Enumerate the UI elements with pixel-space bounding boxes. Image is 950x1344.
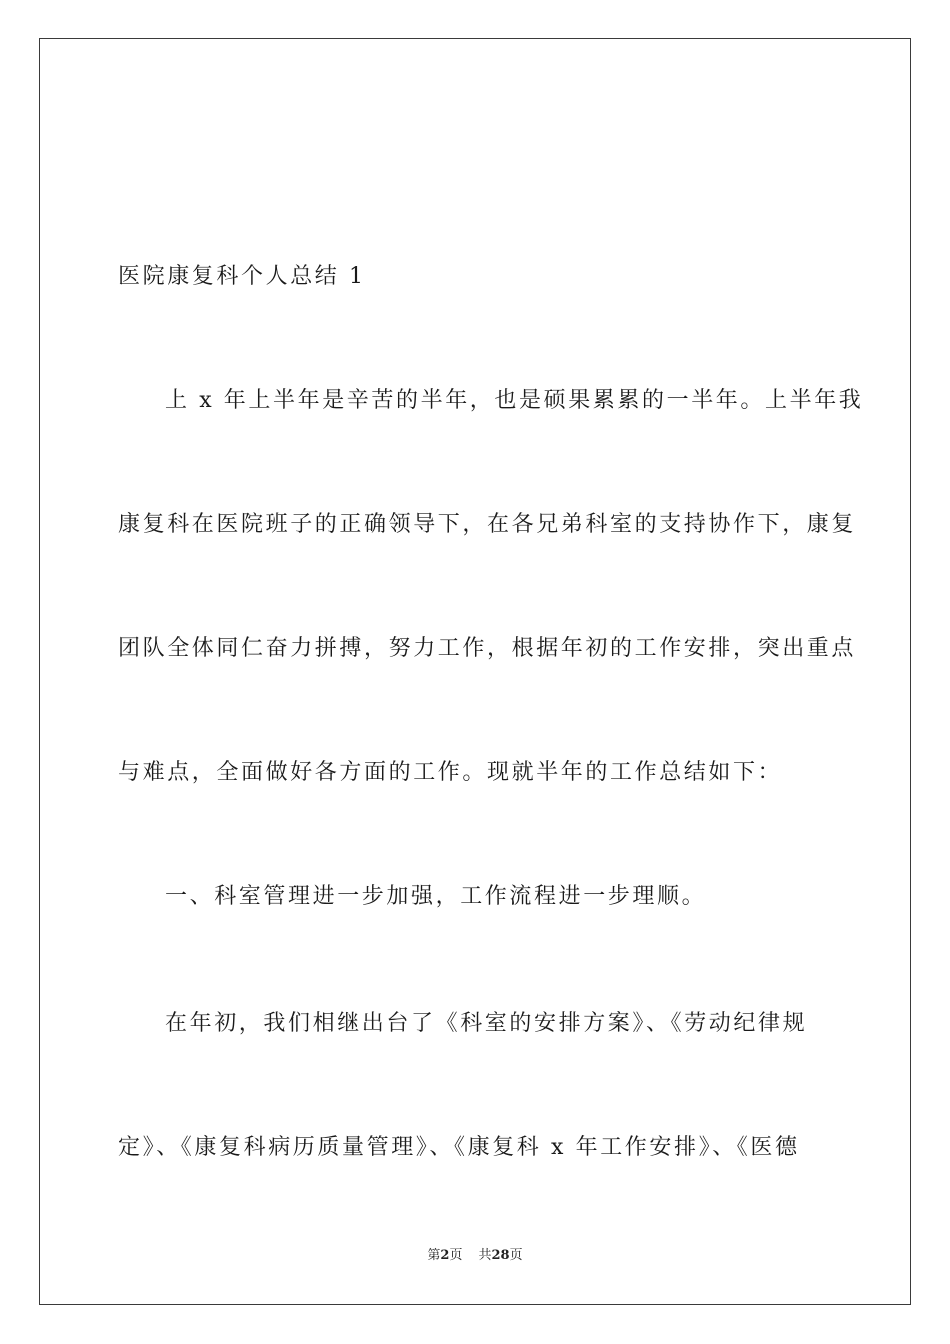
paragraph-line-5: 在年初，我们相继出台了《科室的安排方案》、《劳动纪律规: [165, 1011, 808, 1036]
paragraph-line-2: 康复科在医院班子的正确领导下，在各兄弟科室的支持协作下，康复: [118, 512, 857, 537]
paragraph-line-3: 团队全体同仁奋力拼搏，努力工作，根据年初的工作安排，突出重点: [118, 636, 857, 661]
section-heading: 一、科室管理进一步加强，工作流程进一步理顺。: [165, 884, 707, 909]
footer-page-prefix: 第: [427, 1248, 441, 1263]
page-footer: [0, 1247, 950, 1265]
footer-total-number: 28: [491, 1248, 510, 1263]
page-border: [39, 38, 911, 1305]
footer-page-number: 2: [440, 1248, 450, 1263]
footer-page-suffix: 页: [449, 1248, 463, 1263]
paragraph-line-6: 定》、《康复科病历质量管理》、《康复科 x 年工作安排》、《医德: [118, 1135, 800, 1160]
paragraph-line-1: 上 x 年上半年是辛苦的半年，也是硕果累累的一半年。上半年我: [165, 388, 864, 413]
footer-total-prefix: 共: [478, 1248, 492, 1263]
paragraph-line-4: 与难点，全面做好各方面的工作。现就半年的工作总结如下：: [118, 760, 783, 785]
footer-total-suffix: 页: [509, 1248, 523, 1263]
document-title: 医院康复科个人总结 1: [118, 264, 366, 289]
